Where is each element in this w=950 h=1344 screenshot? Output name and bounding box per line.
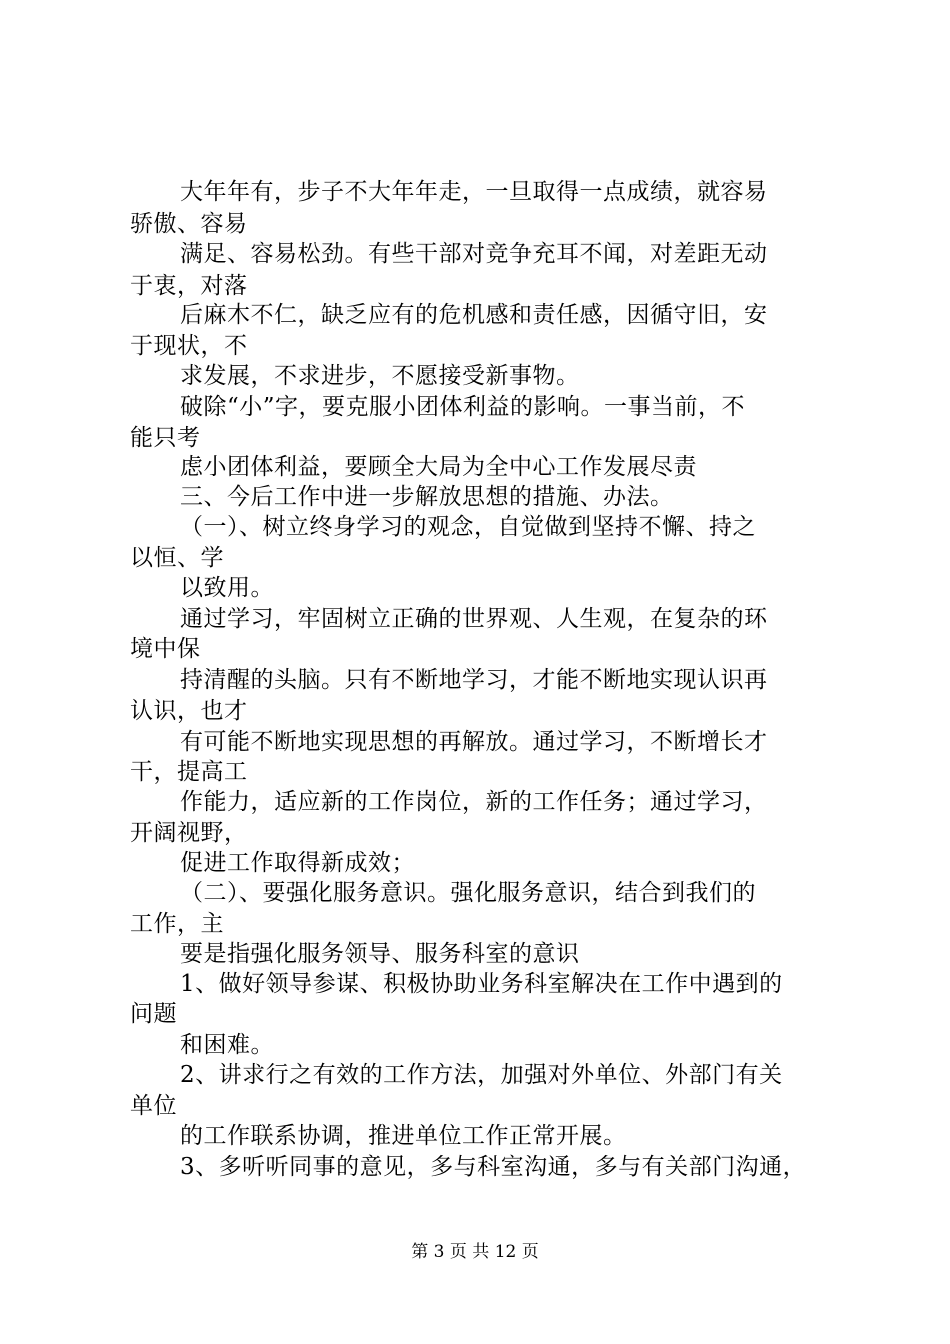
text-line: 持清醒的头脑。只有不断地学习，才能不断地实现认识再: [180, 667, 768, 693]
text-line: 境中保: [130, 636, 201, 662]
text-line: 大年年有，步子不大年年走，一旦取得一点成绩，就容易: [180, 179, 768, 205]
text-line: 破除“小”字，要克服小团体利益的影响。一事当前，不: [180, 394, 746, 420]
text-line: 单位: [130, 1093, 177, 1119]
text-line: 干，提高工: [130, 759, 248, 785]
text-line: 促进工作取得新成效；: [180, 850, 415, 876]
text-line: 作能力，适应新的工作岗位，新的工作任务；通过学习，: [180, 789, 768, 815]
text-line: 骄傲、容易: [130, 211, 248, 237]
text-line: 问题: [130, 1001, 177, 1027]
text-line: 后麻木不仁，缺乏应有的危机感和责任感，因循守旧，安: [180, 302, 768, 328]
text-line: 的工作联系协调，推进单位工作正常开展。: [180, 1123, 627, 1149]
text-line: 和困难。: [180, 1032, 274, 1058]
text-line: 以恒、学: [130, 545, 224, 571]
text-line: 开阔视野，: [130, 820, 248, 846]
text-line: （一）、树立终身学习的观念，自觉做到坚持不懈、持之: [180, 514, 756, 540]
text-line: 2、讲求行之有效的工作方法，加强对外单位、外部门有关: [180, 1062, 783, 1088]
text-line: 于衷，对落: [130, 273, 248, 299]
text-line: 虑小团体利益，要顾全大局为全中心工作发展尽责: [180, 454, 697, 480]
text-line: 1、做好领导参谋、积极协助业务科室解决在工作中遇到的: [180, 971, 783, 997]
text-line: 通过学习，牢固树立正确的世界观、人生观，在复杂的环: [180, 606, 768, 632]
text-line: 3、多听听同事的意见，多与科室沟通，多与有关部门沟通，: [180, 1154, 807, 1180]
text-line: 于现状，不: [130, 333, 248, 359]
text-line: 工作，主: [130, 911, 224, 937]
text-line: 三、今后工作中进一步解放思想的措施、办法。: [180, 484, 674, 510]
page-number-footer: 第 3 页 共 12 页: [411, 1242, 539, 1262]
text-line: 有可能不断地实现思想的再解放。通过学习，不断增长才: [180, 729, 768, 755]
text-line: 认识，也才: [130, 698, 248, 724]
text-line: 满足、容易松劲。有些干部对竞争充耳不闻，对差距无动: [180, 241, 768, 267]
text-line: （二）、要强化服务意识。强化服务意识，结合到我们的: [180, 880, 756, 906]
text-line: 能只考: [130, 425, 201, 451]
text-line: 以致用。: [180, 575, 274, 601]
text-line: 求发展，不求进步，不愿接受新事物。: [180, 363, 580, 389]
text-line: 要是指强化服务领导、服务科室的意识: [180, 941, 580, 967]
